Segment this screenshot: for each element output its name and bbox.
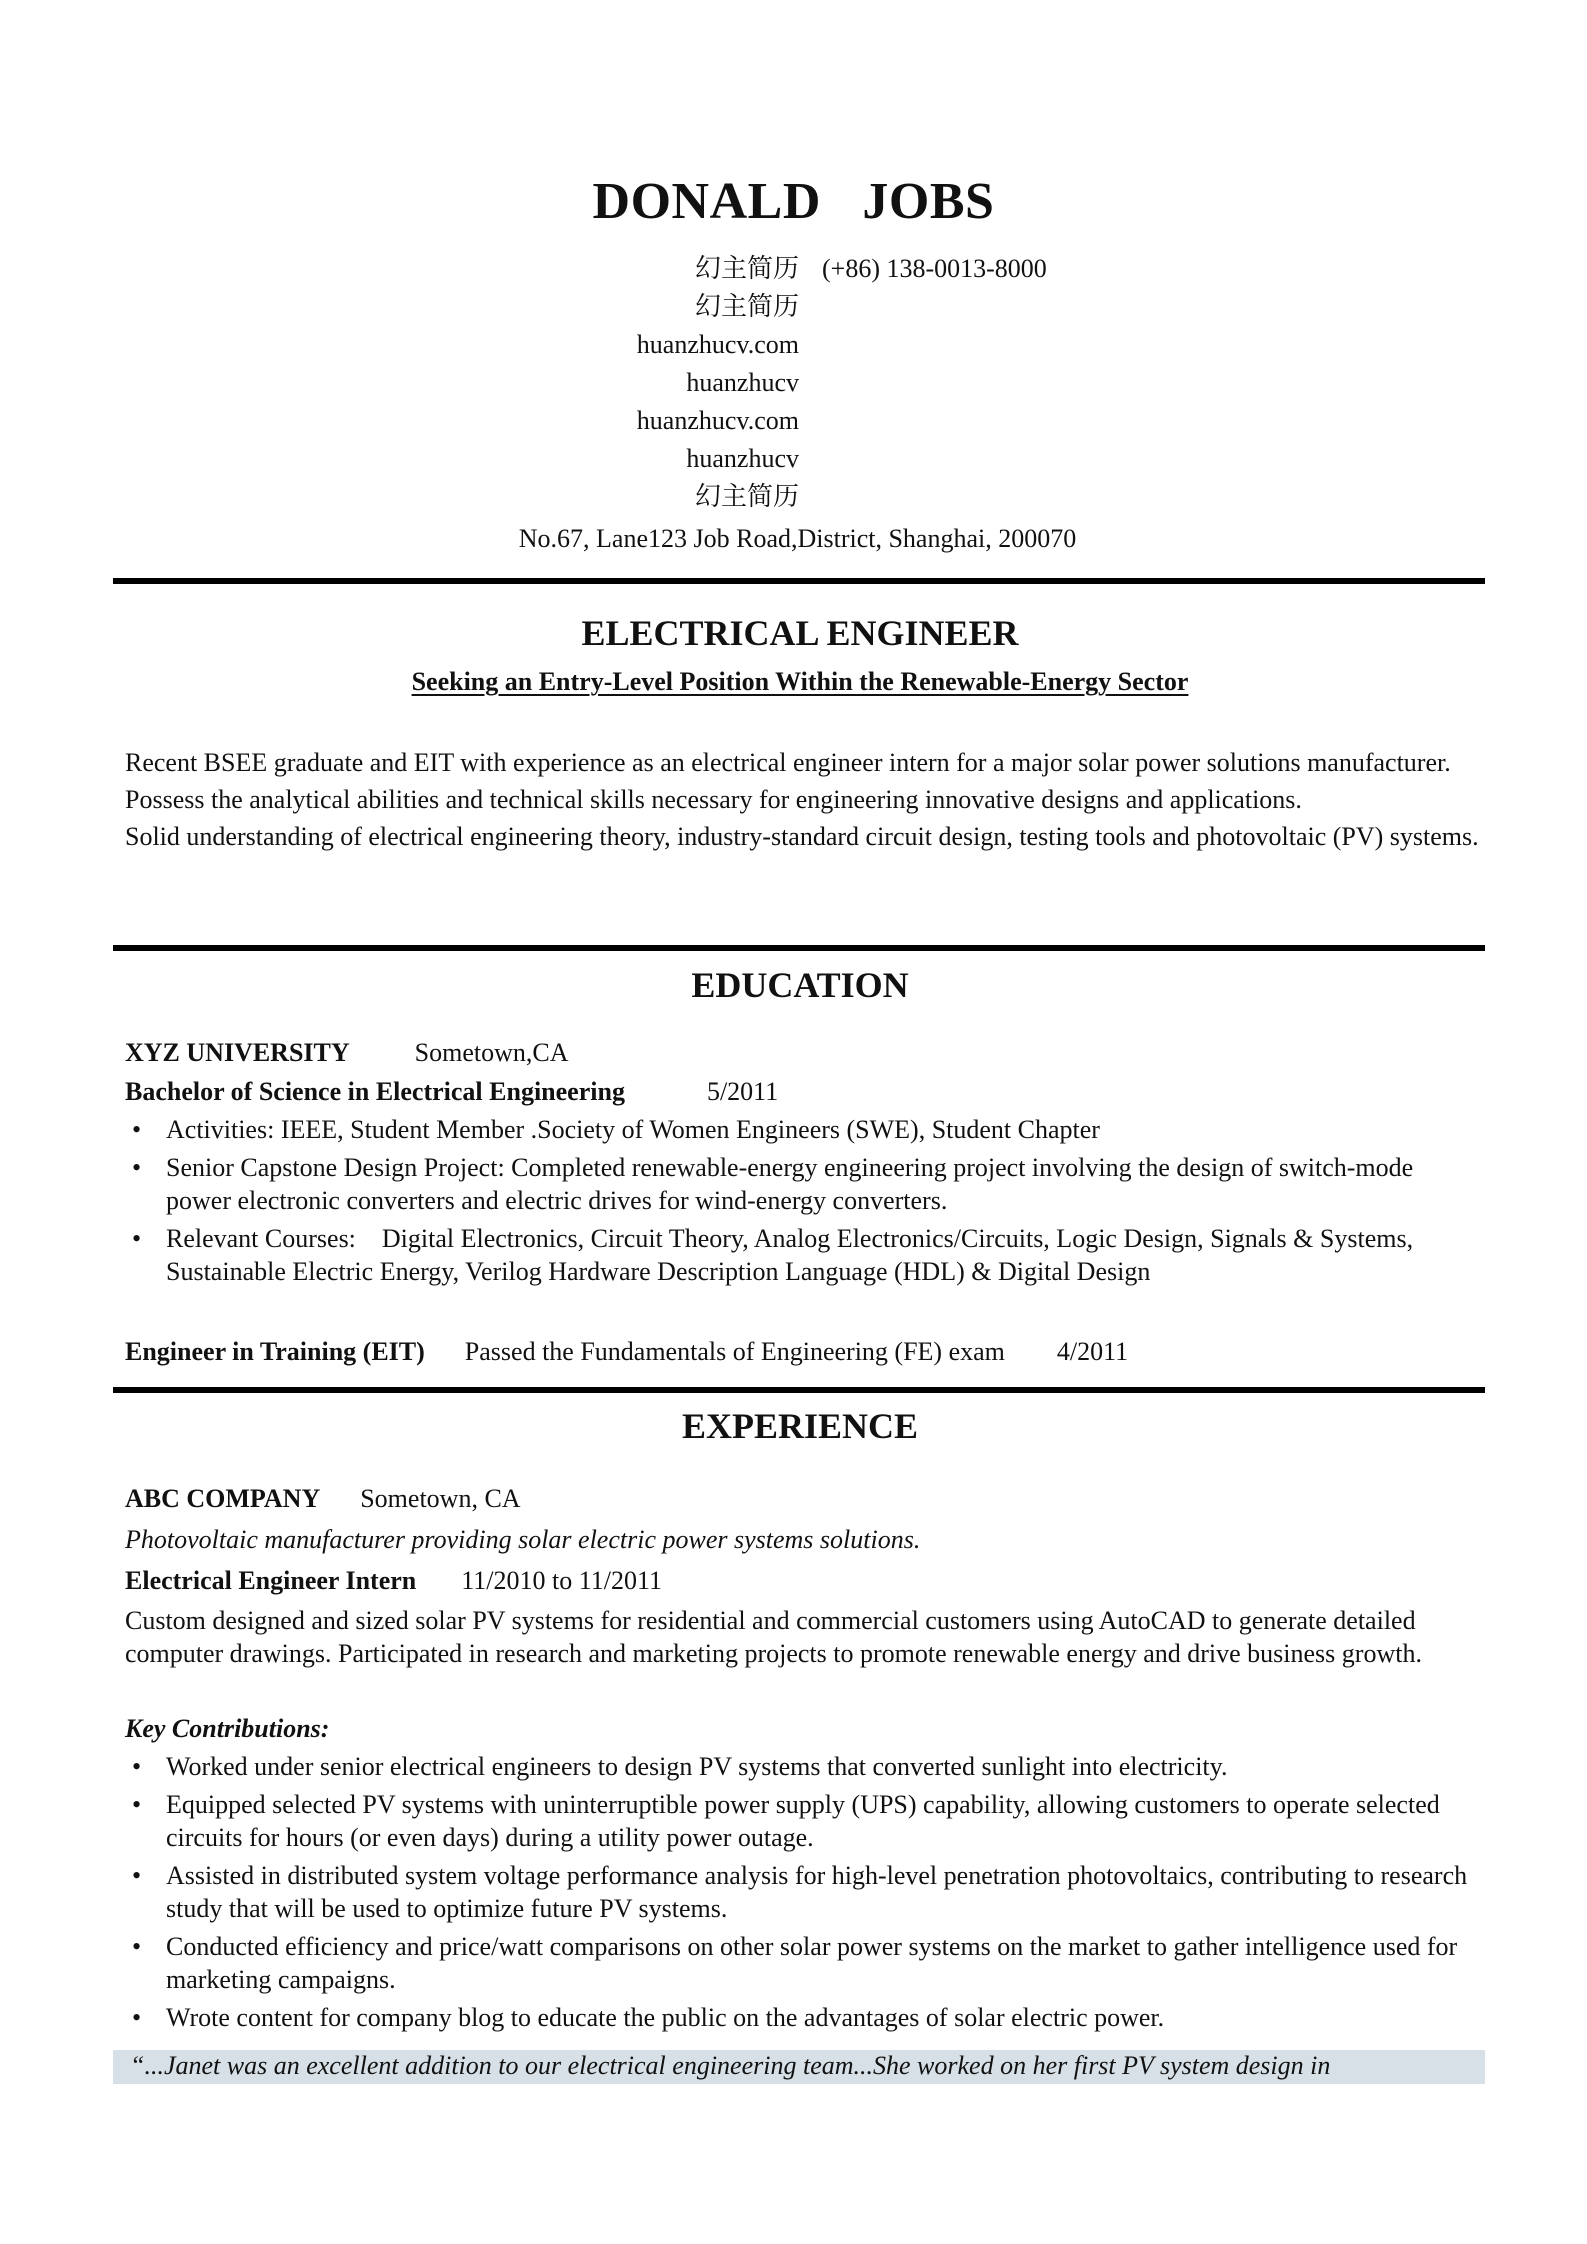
section-divider — [113, 1387, 1485, 1393]
bullet-icon: • — [132, 1861, 142, 1890]
degree-line — [125, 1075, 778, 1108]
certification-date: 4/2011 — [1056, 1337, 1129, 1366]
address: No.67, Lane123 Job Road,District, Shanghai, 200070 — [518, 524, 1077, 553]
list-item-text: Worked under senior electrical engineers to design PV systems that converted sunlight into electricity. — [166, 1752, 1228, 1781]
bullet-icon: • — [132, 1790, 142, 1819]
list-item — [125, 1788, 1480, 1854]
summary-paragraph: Recent BSEE graduate and EIT with experience as an electrical engineer intern for a major solar power solutions manufacturer. — [125, 748, 1451, 777]
bullet-icon: • — [132, 1752, 142, 1781]
bullet-icon: • — [132, 1224, 142, 1253]
education-bullets — [125, 1113, 1480, 1293]
contact-label: huanzhucv — [686, 444, 799, 473]
role-title: Electrical Engineer Intern — [125, 1566, 417, 1595]
contact-label: 幻主简历 — [694, 254, 799, 283]
company-name: ABC COMPANY — [125, 1484, 321, 1513]
bullet-icon: • — [132, 1153, 142, 1182]
list-item-text: Relevant Courses: Digital Electronics, Circuit Theory, Analog Electronics/Circuits, Logic Design, Signals & Systems, Sustainable Electric Energy, Verilog Hardware Description Language (HDL) & Digital Design — [166, 1224, 1420, 1286]
testimonial-quote: “...Janet was an excellent addition to our electrical engineering team...She worked on her first PV system design in — [130, 2051, 1331, 2080]
degree-name: Bachelor of Science in Electrical Engineering — [125, 1077, 625, 1106]
summary — [125, 746, 1480, 857]
company-line — [125, 1482, 521, 1515]
candidate-name: DONALD JOBS — [592, 173, 995, 230]
list-item — [125, 1151, 1480, 1217]
certification-detail: Passed the Fundamentals of Engineering (FE) exam — [464, 1337, 1005, 1366]
role-summary — [125, 1604, 1480, 1674]
contact-label: 幻主简历 — [694, 292, 799, 321]
list-item-text: Activities: IEEE, Student Member .Society of Women Engineers (SWE), Student Chapter — [166, 1115, 1100, 1144]
summary-paragraph: Possess the analytical abilities and technical skills necessary for engineering innovative designs and applications. — [125, 785, 1302, 814]
job-title: ELECTRICAL ENGINEER — [581, 613, 1019, 653]
school-location: Sometown,CA — [414, 1038, 569, 1067]
summary-paragraph: Solid understanding of electrical engineering theory, industry-standard circuit design, testing tools and photovoltaic (PV) systems. — [125, 822, 1479, 851]
certification-name: Engineer in Training (EIT) — [125, 1337, 425, 1366]
company-description: Photovoltaic manufacturer providing solar electric power systems solutions. — [125, 1525, 921, 1554]
bullet-icon: • — [132, 1115, 142, 1144]
section-divider — [113, 945, 1485, 951]
bullet-icon: • — [132, 1932, 142, 1961]
key-contributions-label: Key Contributions: — [125, 1714, 330, 1743]
list-item-text: Conducted efficiency and price/watt comparisons on other solar power systems on the market to gather intelligence used for marketing campaigns. — [166, 1932, 1458, 1994]
certification-line — [125, 1335, 1128, 1368]
role-dates: 11/2010 to 11/2011 — [461, 1566, 663, 1595]
objective-subtitle: Seeking an Entry-Level Position Within the Renewable-Energy Sector — [411, 667, 1189, 696]
role-summary-text: Custom designed and sized solar PV systems for residential and commercial customers using AutoCAD to generate detailed computer drawings. Participated in research and marketing projects to promote renewable energy and drive business growth. — [125, 1606, 1422, 1668]
contact-label: huanzhucv — [686, 368, 799, 397]
school-name: XYZ UNIVERSITY — [125, 1038, 350, 1067]
list-item — [125, 1930, 1480, 1996]
role-line — [125, 1564, 662, 1597]
experience-bullets — [125, 1750, 1480, 2039]
list-item — [125, 1859, 1480, 1925]
list-item — [125, 1113, 1480, 1146]
contact-website: huanzhucv.com — [636, 330, 799, 359]
list-item-text: Assisted in distributed system voltage performance analysis for high-level penetration photovoltaics, contributing to research study that will be used to optimize future PV systems. — [166, 1861, 1468, 1923]
section-title-education: EDUCATION — [691, 965, 909, 1005]
company-location: Sometown, CA — [360, 1484, 521, 1513]
section-title-experience: EXPERIENCE — [681, 1406, 919, 1446]
list-item-text: Senior Capstone Design Project: Completed renewable-energy engineering project involving the design of switch-mode power electronic converters and electric drives for wind-energy converters. — [166, 1153, 1414, 1215]
phone-number: (+86) 138-0013-8000 — [822, 254, 1047, 283]
degree-date: 5/2011 — [706, 1077, 779, 1106]
list-item-text: Wrote content for company blog to educate the public on the advantages of solar electric power. — [166, 2003, 1165, 2032]
section-divider — [113, 578, 1485, 584]
list-item — [125, 2001, 1480, 2034]
list-item — [125, 1750, 1480, 1783]
list-item-text: Equipped selected PV systems with uninterruptible power supply (UPS) capability, allowing customers to operate selected circuits for hours (or even days) during a utility power outage. — [166, 1790, 1440, 1852]
list-item — [125, 1222, 1480, 1288]
bullet-icon: • — [132, 2003, 142, 2032]
school-line — [125, 1036, 569, 1069]
contact-website: huanzhucv.com — [636, 406, 799, 435]
contact-label: 幻主简历 — [694, 482, 799, 511]
